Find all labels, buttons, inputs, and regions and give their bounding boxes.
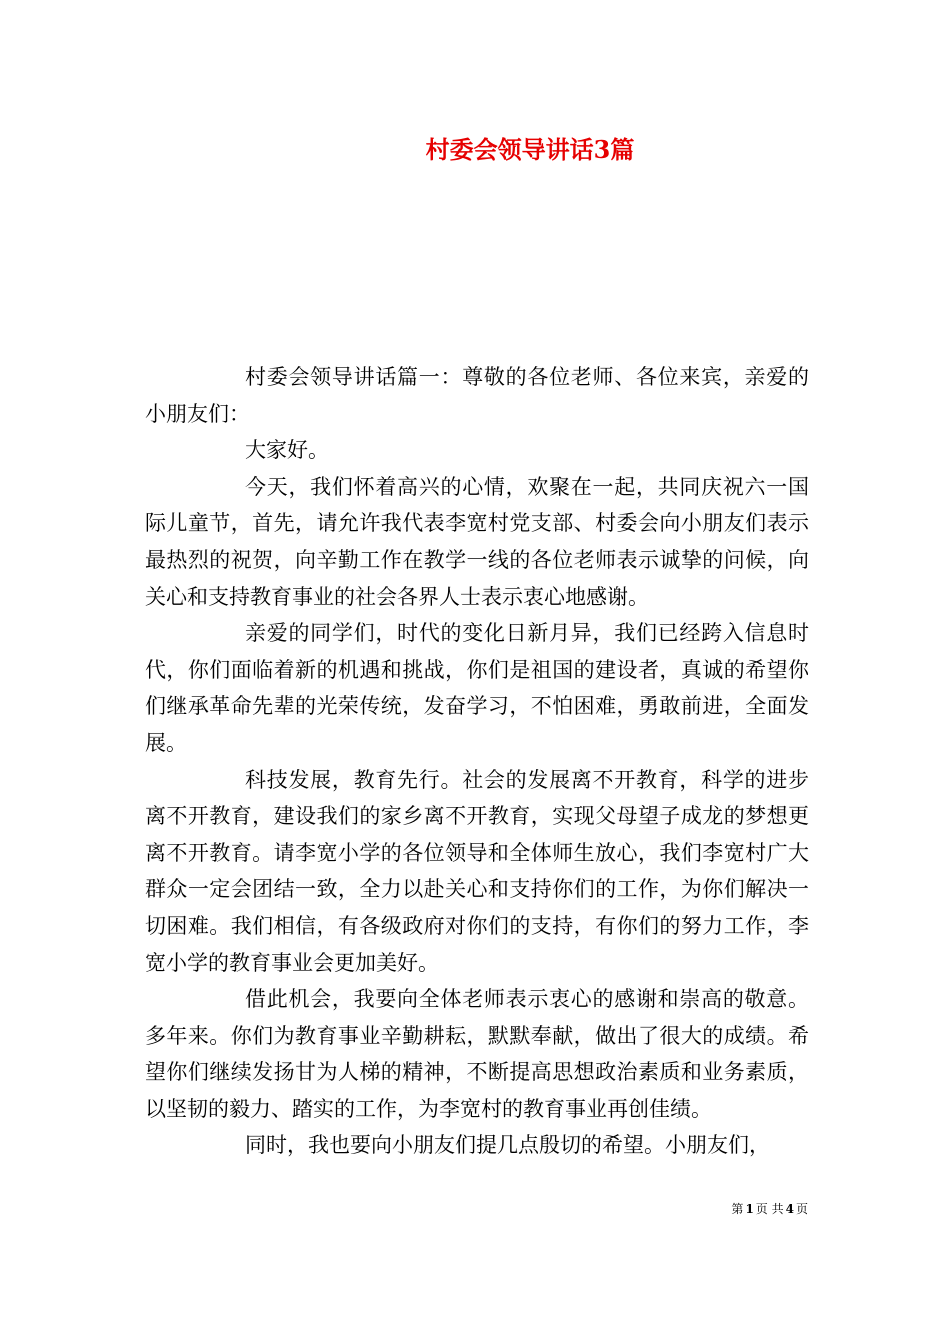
- footer-middle: 页 共: [755, 1202, 784, 1216]
- paragraph-2: 大家好。: [245, 438, 329, 463]
- page-number-footer: [731, 1201, 808, 1217]
- paragraph-7: 同时，我也要向小朋友们提几点殷切的希望。小朋友们，: [245, 1133, 770, 1158]
- footer-current-page: 1: [745, 1202, 754, 1216]
- footer-total-pages: 4: [785, 1202, 794, 1216]
- paragraph-6: 借此机会，我要向全体老师表示衷心的感谢和崇高的敬意。多年来。你们为教育事业辛勤耕耘，默默奉献，做出了很大的成绩。希望你们继续发扬甘为人梯的精神，不断提高思想政治素质和业务素质，以坚韧的毅力、踏实的工作，为李宽村的教育事业再创佳绩。: [145, 987, 809, 1121]
- document-body: [145, 359, 809, 1164]
- footer-suffix: 页: [795, 1202, 808, 1216]
- paragraph-5: 科技发展，教育先行。社会的发展离不开教育，科学的进步离不开教育，建设我们的家乡离不开教育，实现父母望子成龙的梦想更离不开教育。请李宽小学的各位领导和全体师生放心，我们李宽村广大群众一定会团结一致，全力以赴关心和支持你们的工作，为你们解决一切困难。我们相信，有各级政府对你们的支持，有你们的努力工作，李宽小学的教育事业会更加美好。: [145, 767, 809, 975]
- paragraph-4: 亲爱的同学们，时代的变化日新月异，我们已经跨入信息时代，你们面临着新的机遇和挑战，你们是祖国的建设者，真诚的希望你们继承革命先辈的光荣传统，发奋学习，不怕困难，勇敢前进，全面发展。: [145, 621, 809, 755]
- paragraph-1: 村委会领导讲话篇一：尊敬的各位老师、各位来宾，亲爱的小朋友们：: [145, 365, 809, 426]
- paragraph-3: 今天，我们怀着高兴的心情，欢聚在一起，共同庆祝六一国际儿童节，首先，请允许我代表李宽村党支部、村委会向小朋友们表示最热烈的祝贺，向辛勤工作在教学一线的各位老师表示诚挚的问候，向关心和支持教育事业的社会各界人士表示衷心地感谢。: [145, 474, 809, 609]
- footer-prefix: 第: [731, 1202, 744, 1216]
- document-title: 村委会领导讲话3篇: [425, 135, 635, 164]
